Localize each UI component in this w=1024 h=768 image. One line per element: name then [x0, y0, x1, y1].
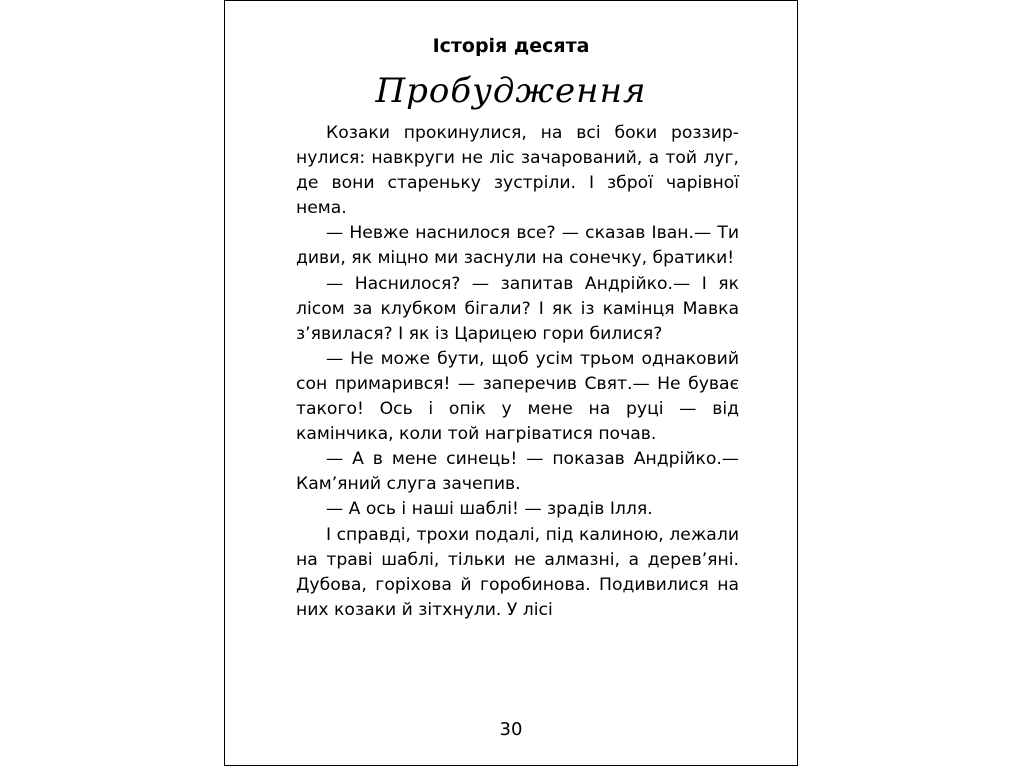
book-page [224, 0, 798, 766]
page-number: 30 [499, 719, 523, 740]
chapter-title: Пробудження [375, 71, 647, 111]
paragraph: І справді, трохи подалі, під калиною, лежали на траві шаблі, тільки не алмазні, а дерев’яні. Дубова, горіхова й горобинова. Подивилися на них козаки й зітхнули. У лісі [296, 524, 739, 620]
paragraph: Козаки прокинулися, на всі боки роззирнулися: навкруги не ліс зачарований, а той луг, де вони стареньку зустріли. І зброї чарівної нема. [296, 123, 739, 219]
paragraph: — А в мене синець! — показав Андрійко.— Кам’яний слуга зачепив. [296, 449, 739, 495]
paragraph: — Невже наснилося все? — сказав Іван.— Ти диви, як міцно ми заснули на сонечку, братики! [296, 223, 739, 269]
chapter-label: Історія десята [432, 35, 590, 57]
body-text [296, 121, 739, 623]
paragraph: — А ось і наші шаблі! — зрадів Ілля. [326, 499, 653, 520]
paragraph: — Наснилося? — запитав Андрійко.— І як лісом за клубком бігали? І як із камінця Мавка з’явилася? І як із Царицею гори билися? [296, 273, 739, 344]
paragraph: — Не може бути, щоб усім трьом однаковий сон примарився! — заперечив Свят.— Не буває такого! Ось і опік у мене на руці — від камінчика, коли той нагріватися почав. [296, 348, 739, 445]
